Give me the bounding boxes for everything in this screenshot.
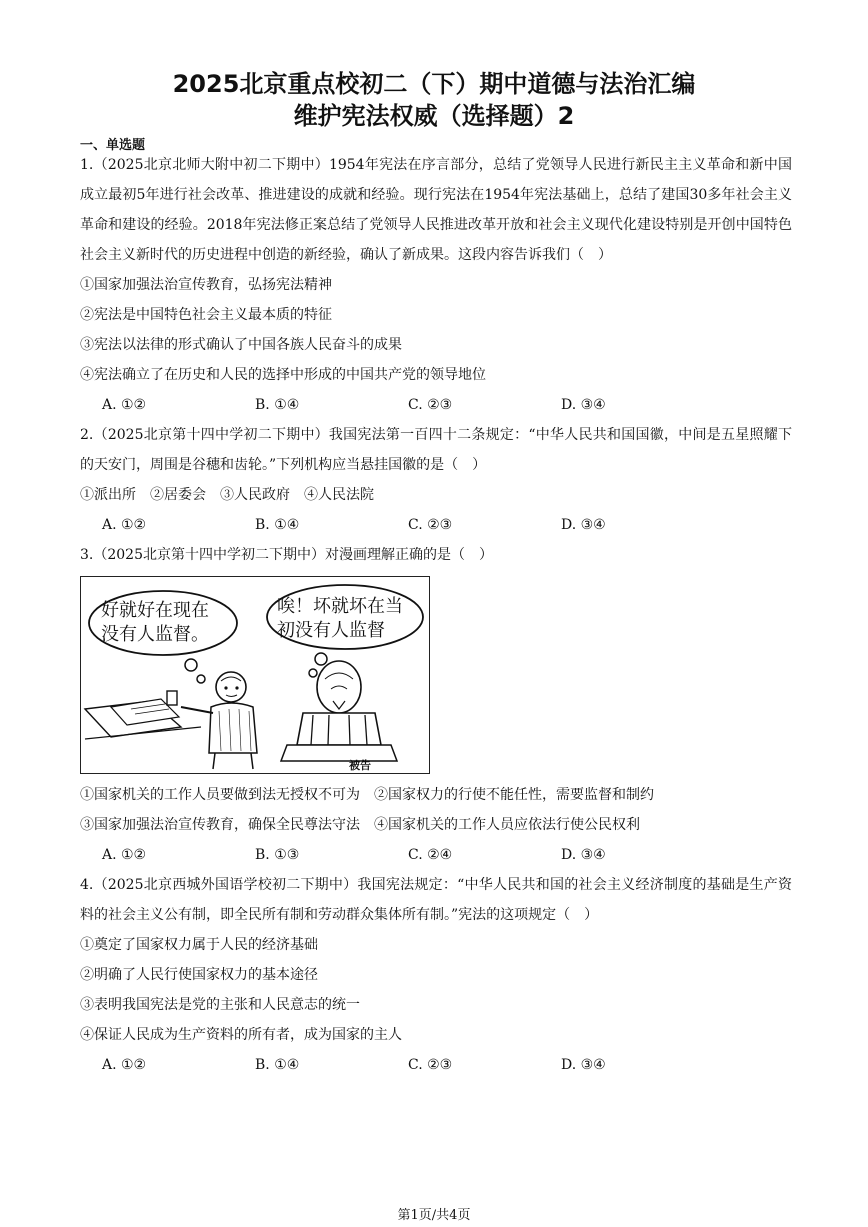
statement-option: ③表明我国宪法是党的主张和人民意志的统一 — [80, 997, 360, 1013]
choice-d[interactable]: D. ③④ — [561, 847, 606, 863]
choice-b[interactable]: B. ①④ — [255, 517, 300, 533]
section-heading: 一、单选题 — [80, 138, 146, 153]
question-stem: 4.（2025北京西城外国语学校初二下期中）我国宪法规定：“中华人民共和国的社会主义经济制度的基础是生产资料的社会主义公有制，即全民所有制和劳动群众集体所有制。”宪法的这项规定（ ） — [80, 877, 792, 923]
question-2 — [80, 420, 792, 540]
statement-option: ③国家加强法治宣传教育，确保全民尊法守法 ④国家机关的工作人员应依法行使公民权利 — [80, 817, 640, 833]
right-bubble-text — [277, 595, 403, 643]
choice-b[interactable]: B. ①④ — [255, 1057, 300, 1073]
defendant-label: 被告 — [349, 759, 371, 772]
statement-option: ④宪法确立了在历史和人民的选择中形成的中国共产党的领导地位 — [80, 367, 486, 383]
left-bubble-text — [101, 599, 209, 647]
choice-d[interactable]: D. ③④ — [561, 517, 606, 533]
cartoon-image — [80, 576, 430, 774]
statement-option: ①奠定了国家权力属于人民的经济基础 — [80, 937, 318, 953]
choice-c[interactable]: C. ②④ — [408, 847, 453, 863]
choice-d[interactable]: D. ③④ — [561, 1057, 606, 1073]
choice-a[interactable]: A. ①② — [102, 397, 147, 413]
choice-b[interactable]: B. ①③ — [255, 847, 300, 863]
choice-c[interactable]: C. ②③ — [408, 1057, 453, 1073]
statement-option: ②明确了人民行使国家权力的基本途径 — [80, 967, 318, 983]
statement-option: ①派出所 ②居委会 ③人民政府 ④人民法院 — [80, 487, 374, 503]
question-1 — [80, 150, 792, 420]
choice-b[interactable]: B. ①④ — [255, 397, 300, 413]
right-bubble-line: 唉！坏就坏在当 — [277, 596, 403, 617]
page-footer: 第1页/共4页 — [397, 1208, 471, 1223]
answer-choices — [80, 1050, 792, 1080]
choice-d[interactable]: D. ③④ — [561, 397, 606, 413]
choice-c[interactable]: C. ②③ — [408, 517, 453, 533]
left-bubble-line: 没有人监督。 — [101, 624, 209, 645]
statement-option: ②宪法是中国特色社会主义最本质的特征 — [80, 307, 332, 323]
answer-choices — [80, 390, 792, 420]
choice-a[interactable]: A. ①② — [102, 847, 147, 863]
answer-choices — [80, 840, 792, 870]
question-4 — [80, 870, 792, 1080]
choice-a[interactable]: A. ①② — [102, 1057, 147, 1073]
question-3 — [80, 540, 792, 870]
document-title-line-2: 维护宪法权威（选择题）2 — [293, 102, 575, 130]
left-bubble-line: 好就好在现在 — [101, 600, 209, 621]
choice-c[interactable]: C. ②③ — [408, 397, 453, 413]
choice-a[interactable]: A. ①② — [102, 517, 147, 533]
statement-option: ①国家加强法治宣传教育，弘扬宪法精神 — [80, 277, 332, 293]
right-bubble-line: 初没有人监督 — [277, 620, 385, 641]
question-list — [80, 150, 792, 1080]
statement-option: ③宪法以法律的形式确认了中国各族人民奋斗的成果 — [80, 337, 402, 353]
question-stem: 3.（2025北京第十四中学初二下期中）对漫画理解正确的是（ ） — [80, 547, 493, 563]
answer-choices — [80, 510, 792, 540]
statement-option: ④保证人民成为生产资料的所有者，成为国家的主人 — [80, 1027, 402, 1043]
question-stem: 1.（2025北京北师大附中初二下期中）1954年宪法在序言部分，总结了党领导人民进行新民主主义革命和新中国成立最初5年进行社会改革、推进建设的成就和经验。现行宪法在1954年宪法基础上，总结了建国30多年社会主义革命和建设的经验。2018年宪法修正案总结了党领导人民推进改革开放和社会主义现代化建设特别是开创中国特色社会主义新时代的历史进程中创造的新经验，确认了新成果。这段内容告诉我们（ ） — [80, 157, 792, 263]
document-title-line-1: 2025北京重点校初二（下）期中道德与法治汇编 — [172, 70, 696, 98]
statement-option: ①国家机关的工作人员要做到法无授权不可为 ②国家权力的行使不能任性，需要监督和制约 — [80, 787, 654, 803]
question-stem: 2.（2025北京第十四中学初二下期中）我国宪法第一百四十二条规定：“中华人民共和国国徽，中间是五星照耀下的天安门，周围是谷穗和齿轮。”下列机构应当悬挂国徽的是（ ） — [80, 427, 792, 473]
